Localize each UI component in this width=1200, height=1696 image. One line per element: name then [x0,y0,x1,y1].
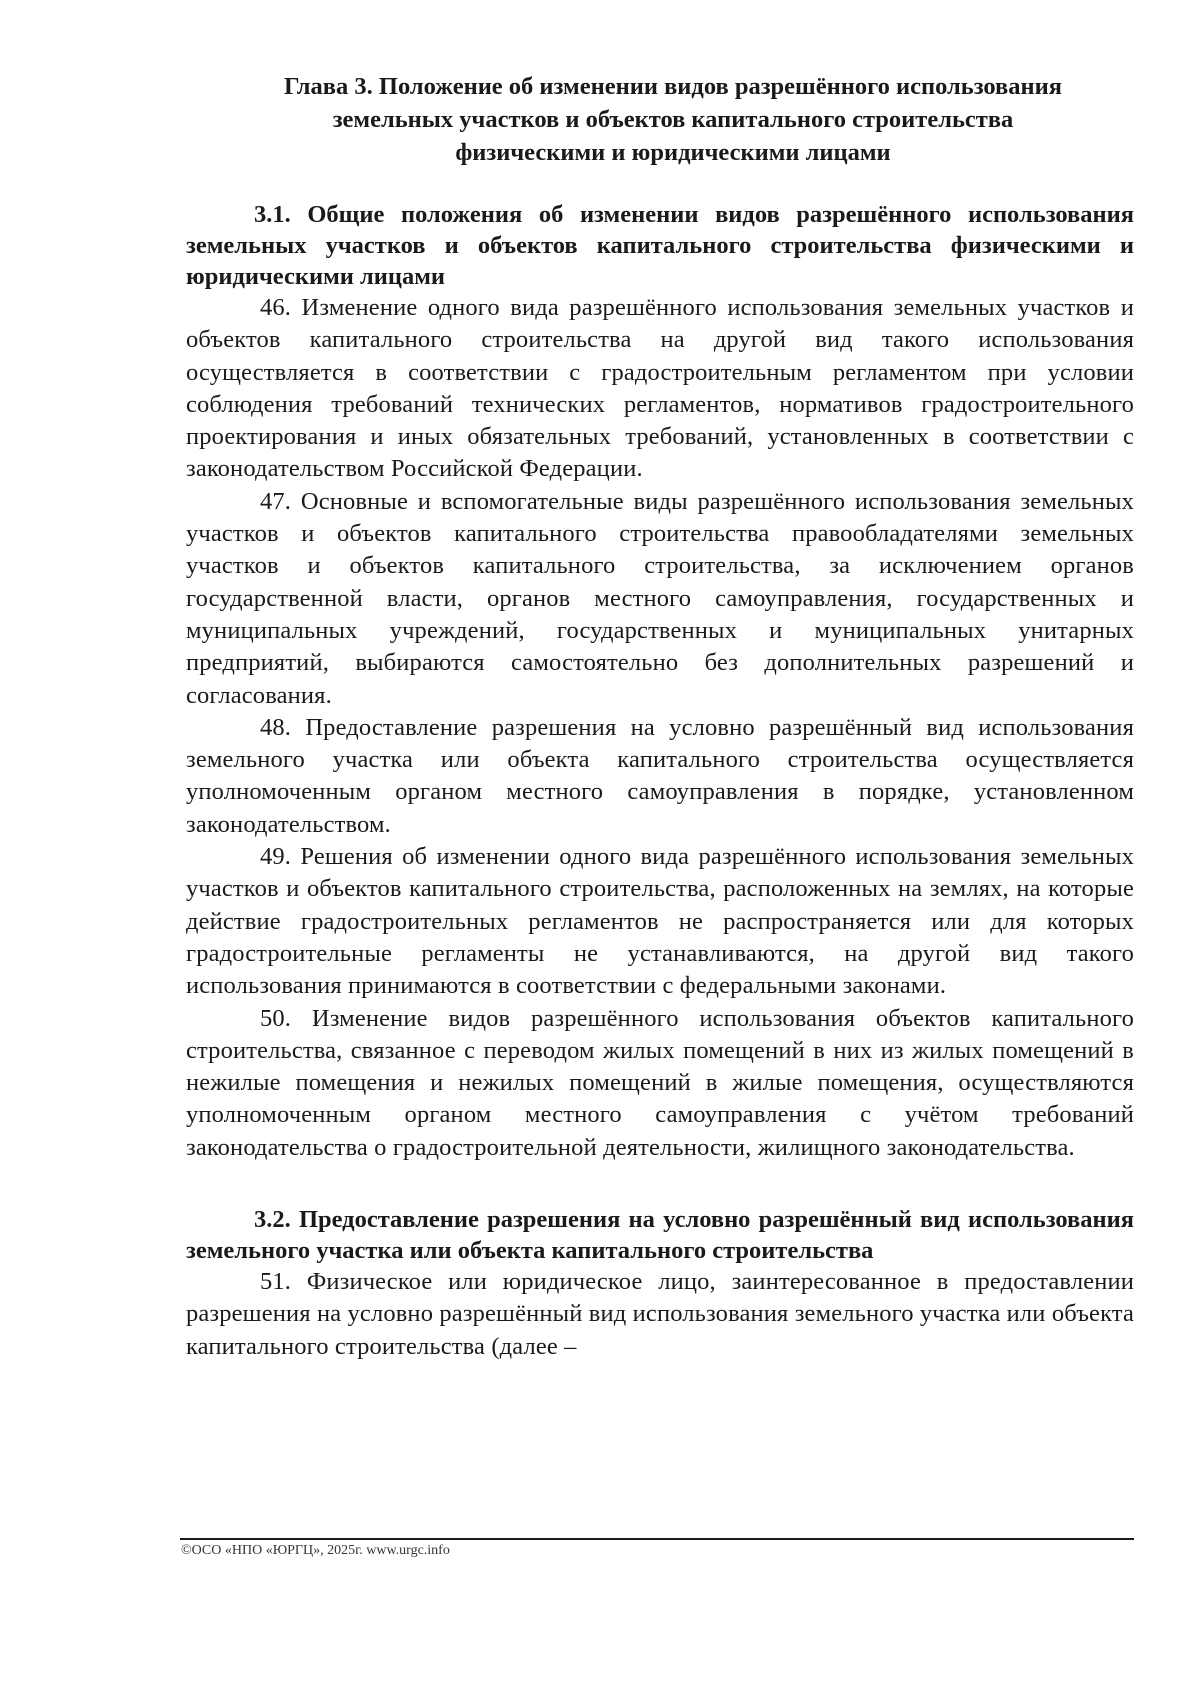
paragraph-46: 46. Изменение одного вида разрешённого использования земельных участков и объектов капитального строительства на другой вид такого использования осуществляется в соответствии с градостроительным регламентом при условии соблюдения требований технических регламентов, нормативов градостроительного проектирования и иных обязательных требований, установленных в соответствии с законодательством Российской Федерации. [186,294,1134,483]
chapter-title-line-3: физическими и юридическими лицами [455,139,891,166]
paragraph-51: 51. Физическое или юридическое лицо, заинтересованное в предоставлении разрешения на условно разрешённый вид использования земельного участка или объекта капитального строительства (далее – [186,1268,1134,1360]
chapter-title-line-1: Глава 3. Положение об изменении видов разрешённого использования [283,73,1063,100]
section-title: Общие положения об изменении видов разрешённого использования земельных участков и объектов капитального строительства физическими и юридическими лицами [186,201,1134,290]
section-number: 3.1. [254,201,291,228]
paragraph-47: 47. Основные и вспомогательные виды разрешённого использования земельных участков и объектов капитального строительства правообладателями земельных участков и объектов капитального строительства, за исключением органов государственной власти, органов местного самоуправления, государственных и муниципальных учреждений, государственных и муниципальных унитарных предприятий, выбираются самостоятельно без дополнительных разрешений и согласования. [186,487,1134,709]
section-title: Предоставление разрешения на условно разрешённый вид использования земельного участка или объекта капитального строительства [186,1206,1135,1265]
document-page [186,70,1134,1363]
chapter-title [186,70,1134,169]
paragraph-49: 49. Решения об изменении одного вида разрешённого использования земельных участков и объектов капитального строительства, расположенных на землях, на которые действие градостроительных регламентов не распространяется или для которых градостроительные регламенты не устанавливаются, на другой вид такого использования принимаются в соответствии с федеральными законами. [186,843,1134,1000]
footer-divider [180,1538,1134,1540]
footer-copyright: ©ОСО «НПО «ЮРГЦ», 2025г. www.urgc.info [181,1543,450,1558]
paragraph-50: 50. Изменение видов разрешённого использования объектов капитального строительства, связанное с переводом жилых помещений в них из жилых помещений в нежилые помещения и нежилых помещений в жилые помещения, осуществляются уполномоченным органом местного самоуправления с учётом требований законодательства о градостроительной деятельности, жилищного законодательства. [186,1004,1134,1161]
section-number: 3.2. [254,1206,291,1234]
paragraph-48: 48. Предоставление разрешения на условно разрешённый вид использования земельного участка или объекта капитального строительства осуществляется уполномоченным органом местного самоуправления в порядке, установленном законодательством. [186,713,1134,838]
section-3-2-heading [186,1204,1134,1266]
chapter-title-line-2: земельных участков и объектов капитального строительства [332,106,1014,133]
section-3-1-heading [186,199,1134,292]
